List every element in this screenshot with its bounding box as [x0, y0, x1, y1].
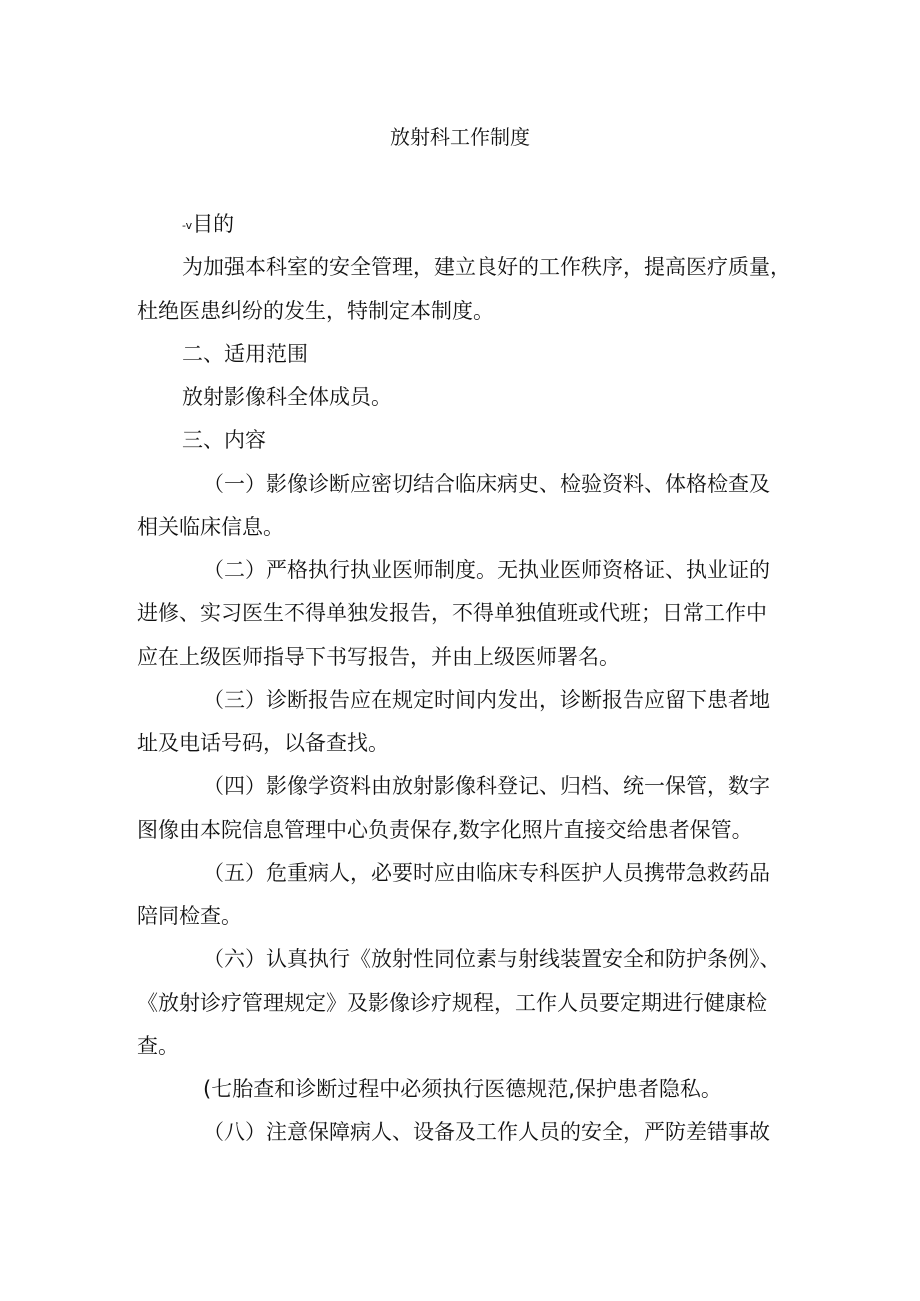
- content-item-6-line-2: 《放射诊疗管理规定》及影像诊疗规程，工作人员要定期进行健康检: [137, 991, 767, 1015]
- document-title: 放射科工作制度: [390, 125, 530, 149]
- content-item-3-line-2: 址及电话号码，以备查找。: [137, 731, 389, 755]
- content-item-5-line-2: 陪同检查。: [137, 904, 242, 928]
- content-item-4-line-2: 图像由本院信息管理中心负责保存,数字化照片直接交给患者保管。: [137, 818, 753, 842]
- content-item-1-line-1: （一）影像诊断应密切结合临床病史、检验资料、体格检查及: [203, 472, 770, 496]
- purpose-text-line-2: 杜绝医患纠纷的发生，特制定本制度。: [137, 299, 494, 323]
- content-item-6-line-1: （六）认真执行《放射性同位素与射线装置安全和防护条例》、: [203, 947, 781, 971]
- content-item-3-line-1: （三）诊断报告应在规定时间内发出，诊断报告应留下患者地: [203, 688, 770, 712]
- content-item-5-line-1: （五）危重病人，必要时应由临床专科医护人员携带急救药品: [203, 861, 770, 885]
- content-item-8-line-1: （八）注意保障病人、设备及工作人员的安全，严防差错事故: [203, 1120, 770, 1144]
- content-heading: 三、内容: [182, 428, 266, 452]
- content-item-7-line-1: (七胎查和诊断过程中必须执行医德规范,保护患者隐私。: [203, 1077, 722, 1101]
- scope-text: 放射影像科全体成员。: [182, 385, 392, 409]
- content-item-2-line-2: 进修、实习医生不得单独发报告，不得单独值班或代班；日常工作中: [137, 601, 767, 625]
- purpose-text-line-1: 为加强本科室的安全管理，建立良好的工作秩序，提高医疗质量，: [182, 255, 791, 279]
- purpose-heading: 目的: [192, 212, 235, 236]
- content-item-1-line-2: 相关临床信息。: [137, 515, 284, 539]
- scope-heading: 二、适用范围: [182, 342, 308, 366]
- purpose-heading-line: [0, 209, 920, 241]
- purpose-heading-prefix: -v: [182, 219, 193, 232]
- content-item-2-line-1: （二）严格执行执业医师制度。无执业医师资格证、执业证的: [203, 558, 770, 582]
- content-item-2-line-3: 应在上级医师指导下书写报告，并由上级医师署名。: [137, 645, 620, 669]
- content-item-4-line-1: （四）影像学资料由放射影像科登记、归档、统一保管，数字: [203, 774, 770, 798]
- content-item-6-line-3: 查。: [137, 1034, 179, 1058]
